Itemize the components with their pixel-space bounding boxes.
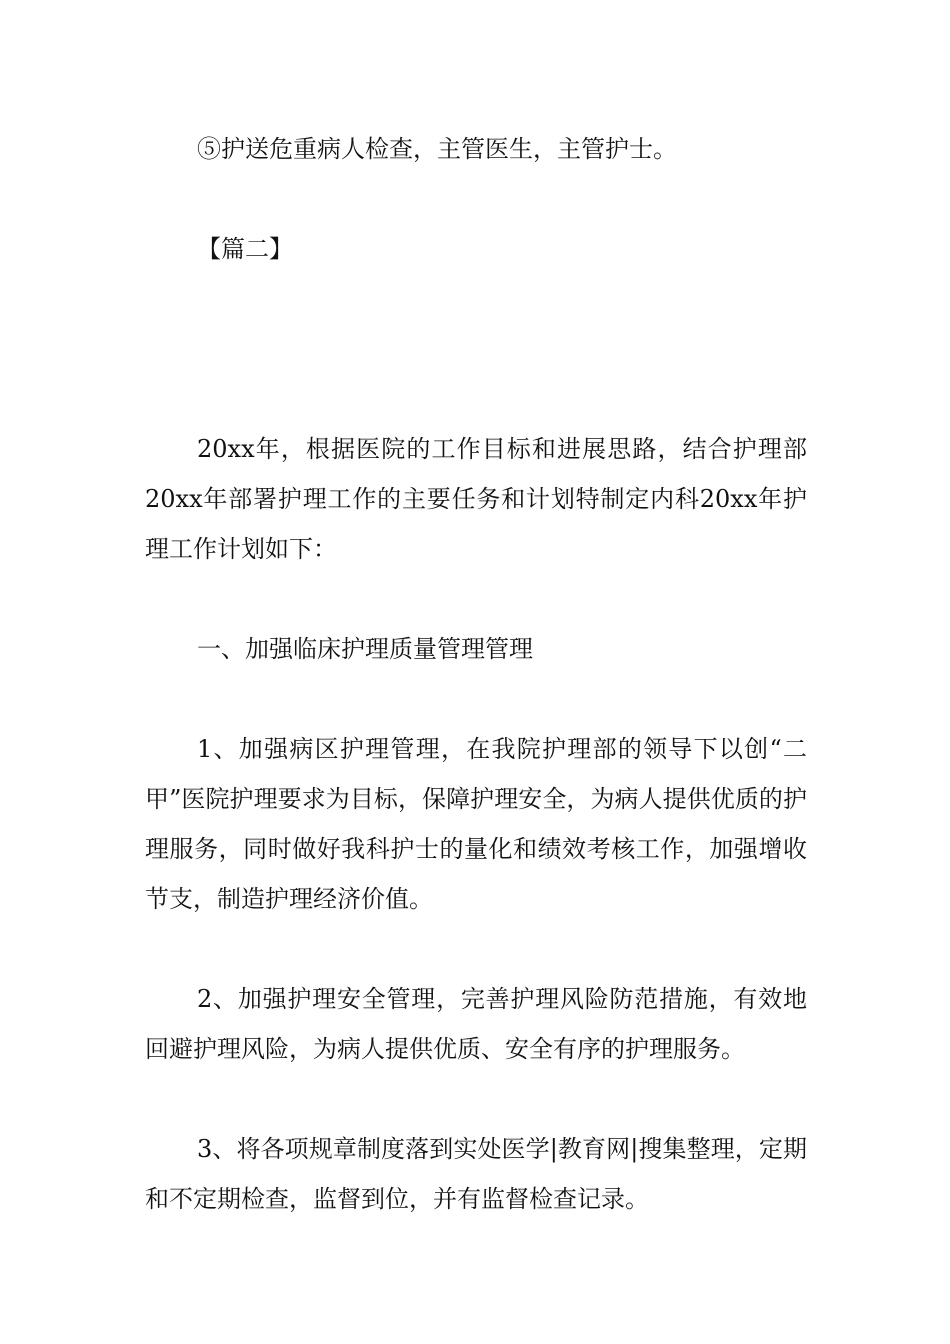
paragraph-3: 3、将各项规章制度落到实处医学|教育网|搜集整理，定期和不定期检查，监督到位，并有监督检查记录。 bbox=[145, 1135, 807, 1213]
paragraph-item-5: ⑤护送危重病人检查，主管医生，主管护士。 bbox=[197, 135, 677, 163]
section-heading: 【篇二】 bbox=[197, 235, 293, 263]
paragraph-1: 1、加强病区护理管理，在我院护理部的领导下以创“二甲”医院护理要求为目标，保障护理安全，为病人提供优质的护理服务，同时做好我科护士的量化和绩效考核工作，加强增收节支，制造护理经济价值。 bbox=[145, 735, 807, 913]
subheading-1: 一、加强临床护理质量管理管理 bbox=[197, 635, 533, 663]
intro-paragraph: 20xx年，根据医院的工作目标和进展思路，结合护理部20xx年部署护理工作的主要任务和计划特制定内科20xx年护理工作计划如下： bbox=[145, 435, 807, 563]
paragraph-2: 2、加强护理安全管理，完善护理风险防范措施，有效地回避护理风险，为病人提供优质、安全有序的护理服务。 bbox=[145, 985, 807, 1063]
